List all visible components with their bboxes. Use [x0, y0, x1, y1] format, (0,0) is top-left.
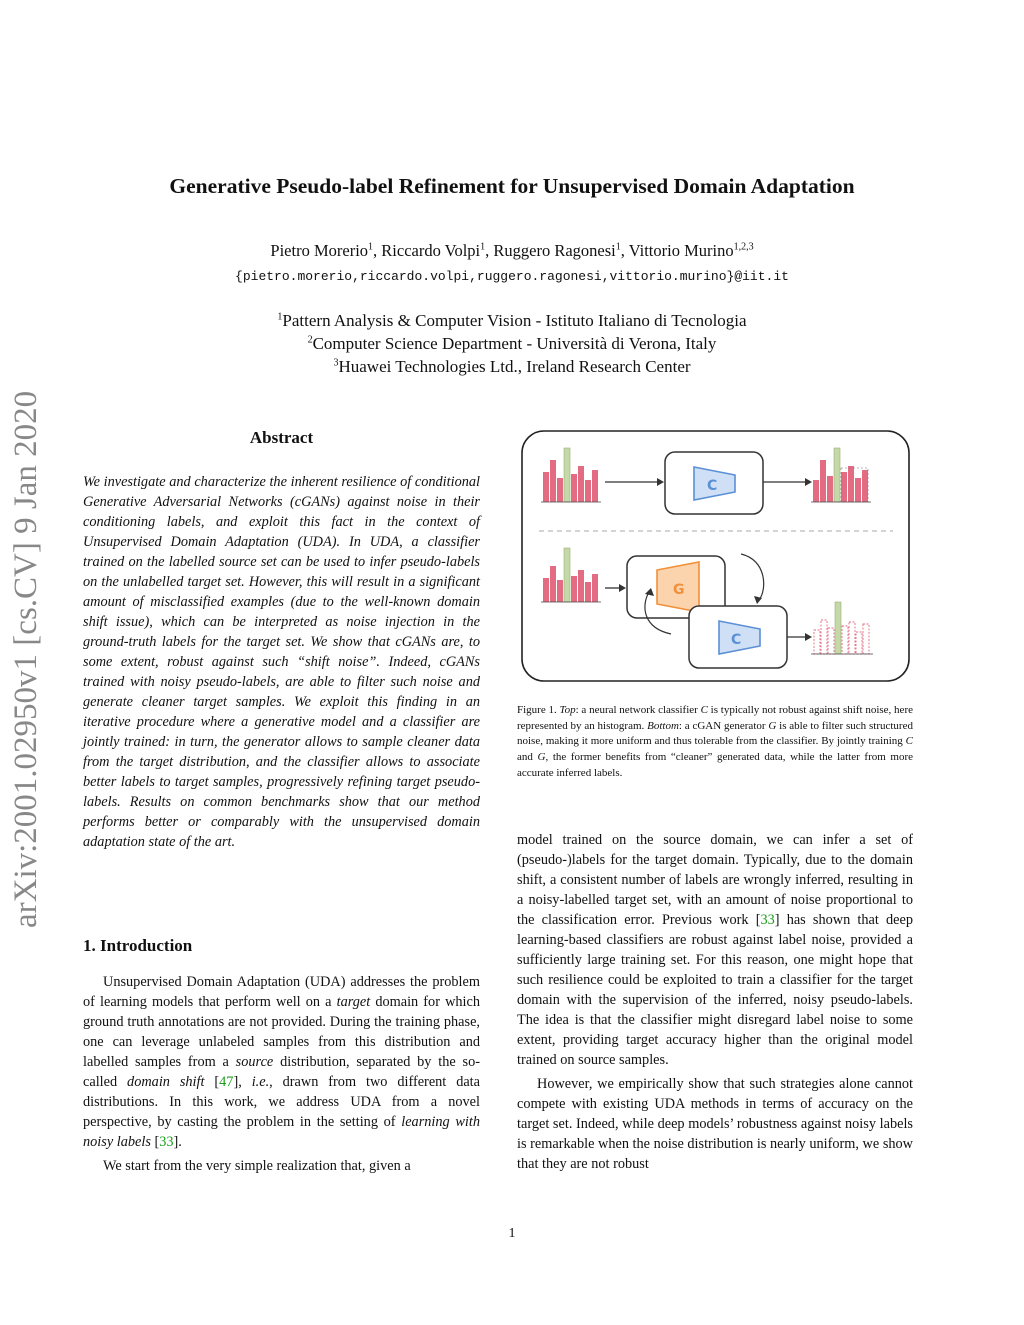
introduction-text	[83, 972, 480, 1176]
paragraph: However, we empirically show that such strategies alone cannot compete with existing UDA methods in terms of accuracy on the target set. Indeed, while deep models’ robustness against noisy labels is remarkable when the noise distribution is nearly uniform, we show that they are not robust	[517, 1076, 913, 1172]
generator-label: G	[673, 582, 685, 598]
citation-link[interactable]: 47	[219, 1074, 234, 1090]
affiliation: $^3$Huawei Technologies Ltd., Ireland Research Center	[333, 357, 691, 376]
author: Pietro Morerio	[270, 241, 369, 260]
citation-link[interactable]: 33	[760, 912, 775, 928]
author-list: Pietro Morerio$^1$, Riccardo Volpi$^1$, Ruggero Ragonesi$^1$, Vittorio Murino$^{1,2,3}$	[270, 241, 754, 260]
citation-link[interactable]: 33	[159, 1134, 174, 1150]
author: Vittorio Murino	[628, 241, 734, 260]
paper-title: Generative Pseudo-label Refinement for Unsupervised Domain Adaptation	[169, 174, 855, 198]
section-heading-introduction: 1. Introduction	[83, 936, 193, 955]
author-emails: {pietro.morerio,riccardo.volpi,ruggero.ragonesi,vittorio.murino}@iit.it	[235, 269, 789, 284]
figure-caption: Figure 1. Top: a neural network classifier C is typically not robust against shift noise, here represented by an histogram. Bottom: a cGAN generator G is able to filter such structured noise, making it more uniform and thus tolerable from the classifier. By jointly training C and G, the former benefits from “cleaner” generated data, while the latter from more accurate inferred labels.	[517, 704, 914, 779]
arxiv-stamp	[6, 370, 46, 930]
affiliation: $^2$Computer Science Department - Università di Verona, Italy	[307, 334, 717, 353]
affiliation: $^1$Pattern Analysis & Computer Vision - Istituto Italiano di Tecnologia	[277, 311, 747, 330]
classifier-label: C	[731, 632, 742, 648]
figure-1	[521, 430, 910, 682]
abstract-text: We investigate and characterize the inherent resilience of conditional Generative Adversarial Networks (cGANs) against noise in their conditioning labels, and exploit this fact in the context of Unsupervised Domain Adaptation (UDA). In UDA, a classifier trained on the labelled source set can be used to infer pseudo-labels on the unlabelled target set. However, this will result in a significant amount of misclassified examples (due to the well-known domain shift issue), which can be interpreted as noise injection in the ground-truth labels for the target set. We show that cGANs are, to some extent, robust against such “shift noise”. Indeed, cGANs trained with noisy pseudo-labels, are able to filter such noise and generate cleaner target samples. We exploit this finding in an iterative procedure where a generative model and a classifier are jointly trained: in turn, the generator allows to sample cleaner data from the target distribution, and the classifier allows to associate better labels to target samples, progressively refining target pseudo-labels. Results on common benchmarks show that our method performs better or comparably with the unsupervised domain adaptation state of the art.	[83, 474, 480, 850]
paragraph: model trained on the source domain, we can infer a set of (pseudo-)labels for the target domain. Typically, due to the domain shift, a consistent number of labels are wrongly inferred, resulting in a noisy-labelled target set, with an amount of noise proportional to the classification error. Previous work [33] has shown that deep learning-based classifiers are robust against label noise, provided a sufficiently large training set. For this reason, one might hope that such resilience could be exploited to train a classifier for the target domain with the supervision of the inferred, noisy pseudo-labels. The idea is that the classifier might disregard label noise to some extent, providing target accuracy higher than the original model trained on source samples.	[517, 832, 913, 1068]
author: Ruggero Ragonesi	[493, 241, 616, 260]
arxiv-stamp-text: arXiv:2001.02950v1 [cs.CV] 9 Jan 2020	[8, 390, 44, 928]
page-number: 1	[508, 1226, 516, 1241]
paragraph: We start from the very simple realization that, given a	[103, 1158, 411, 1174]
author: Riccardo Volpi	[381, 241, 481, 260]
abstract-heading: Abstract	[249, 428, 314, 447]
paragraph: Unsupervised Domain Adaptation (UDA) addresses the problem of learning models that perform well on a target domain for which ground truth annotations are not provided. During the training phase, one can leverage unlabeled samples from this distribution and labelled samples from a source distribution, separated by the so-called domain shift [47], i.e., drawn from two different data distributions. In this work, we address UDA from a novel perspective, by casting the problem in the setting of learning with noisy labels [33].	[83, 974, 481, 1150]
right-column-text	[517, 830, 913, 1174]
classifier-label: C	[707, 478, 718, 494]
